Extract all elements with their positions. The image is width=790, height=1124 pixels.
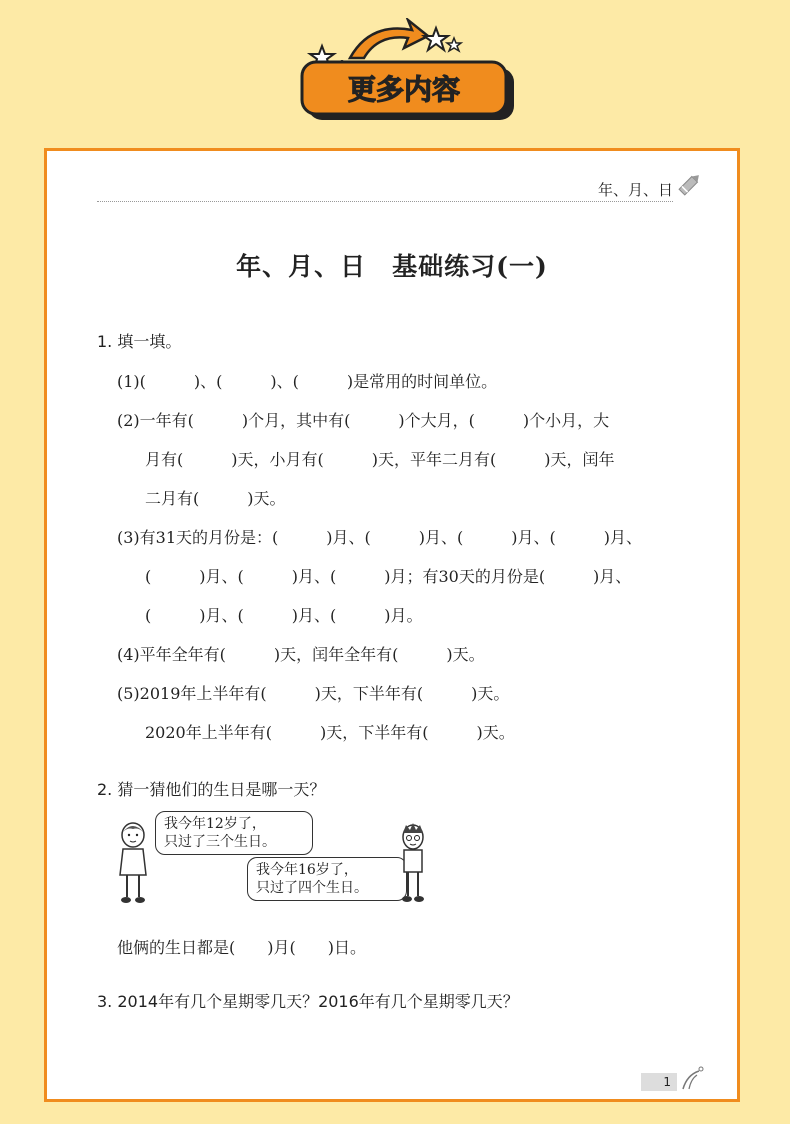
arrow-icon [350, 20, 428, 58]
q1-line: ( )月、( )月、( )月；有30天的月份是( )月、 [145, 567, 632, 586]
bubble-text: 我今年12岁了， [164, 816, 266, 832]
swirl-decoration-icon [677, 1065, 705, 1093]
page-number: 1 [641, 1073, 677, 1091]
boy-illustration [393, 823, 433, 903]
q1-line: (3)有31天的月份是：( )月、( )月、( )月、( )月、 [117, 528, 642, 547]
question-2-heading: 2. 猜一猜他们的生日是哪一天？ [97, 780, 326, 799]
q1-line: 2020年上半年有( )天，下半年有( )天。 [145, 723, 515, 742]
q1-line: 二月有( )天。 [145, 489, 286, 508]
bubble-text: 只过了四个生日。 [256, 880, 368, 896]
question-2-answer: 他俩的生日都是( )月( )日。 [117, 938, 366, 957]
star-icon [424, 28, 448, 50]
more-content-banner[interactable] [300, 18, 520, 126]
bubble-text: 只过了三个生日。 [164, 834, 276, 850]
q1-line: (4)平年全年有( )天，闰年全年有( )天。 [117, 645, 485, 664]
question-3: 3. 2014年有几个星期零几天？2016年有几个星期零几天？ [97, 992, 519, 1011]
q1-line: ( )月、( )月、( )月。 [145, 606, 423, 625]
bubble-text: 我今年16岁了， [256, 862, 358, 878]
speech-bubble-boy [247, 857, 407, 901]
page-header: 年、月、日 [597, 181, 673, 199]
banner-label: 更多内容 [347, 73, 461, 106]
speech-bubble-girl [155, 811, 313, 855]
q1-line: (2)一年有( )个月，其中有( )个大月，( )个小月，大 [117, 411, 610, 430]
girl-illustration [113, 821, 153, 905]
star-icon [447, 38, 461, 51]
q1-line: 月有( )天，小月有( )天，平年二月有( )天，闰年 [145, 450, 615, 469]
q1-line: (1)( )、( )、( )是常用的时间单位。 [117, 372, 498, 391]
question-1-heading: 1. 填一填。 [97, 332, 182, 351]
q1-line: (5)2019年上半年有( )天，下半年有( )天。 [117, 684, 510, 703]
header-divider [97, 201, 673, 202]
worksheet-title: 年、月、日 基础练习(一) [236, 252, 548, 281]
worksheet-page [44, 148, 740, 1102]
pencil-icon [675, 171, 703, 199]
